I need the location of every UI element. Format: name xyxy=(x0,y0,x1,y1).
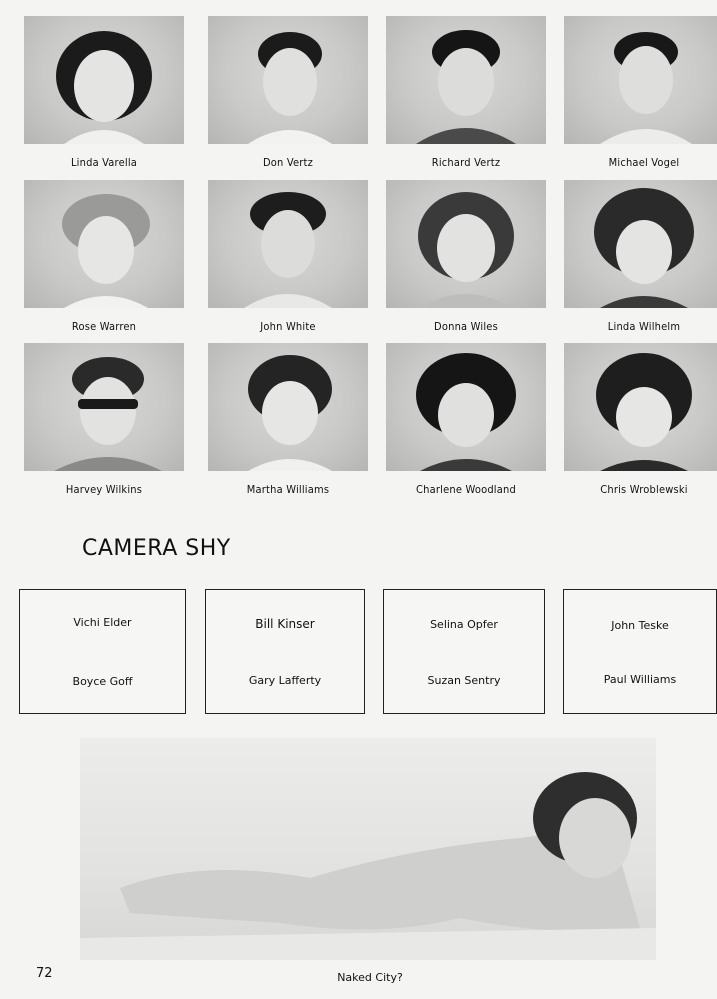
portrait-name: Chris Wroblewski xyxy=(600,483,688,496)
portrait-photo xyxy=(564,343,717,471)
camera-shy-name: Paul Williams xyxy=(603,673,677,686)
camera-shy-heading: CAMERA SHY xyxy=(82,536,231,561)
candid-photo xyxy=(80,738,656,960)
portrait-name: Michael Vogel xyxy=(608,156,680,169)
camera-shy-name: Gary Lafferty xyxy=(248,674,322,687)
portrait-name: Richard Vertz xyxy=(431,156,501,169)
portrait-name: Rose Warren xyxy=(71,320,137,333)
camera-shy-name: John Teske xyxy=(611,619,669,632)
portrait-photo xyxy=(24,343,184,471)
portrait-name: Harvey Wilkins xyxy=(65,483,143,496)
portrait-photo xyxy=(386,180,546,308)
portrait-photo xyxy=(386,16,546,144)
portrait-name: Charlene Woodland xyxy=(416,483,516,496)
portrait-photo xyxy=(24,16,184,144)
portrait-photo xyxy=(564,180,717,308)
portrait-photo xyxy=(208,343,368,471)
camera-shy-name: Suzan Sentry xyxy=(427,674,501,687)
portrait-photo xyxy=(24,180,184,308)
camera-shy-box xyxy=(205,589,365,714)
photo-caption: Naked City? xyxy=(337,971,403,984)
camera-shy-box xyxy=(563,589,717,714)
camera-shy-box xyxy=(19,589,186,714)
portrait-name: Don Vertz xyxy=(262,156,314,169)
portrait-name: Linda Varella xyxy=(70,156,138,169)
portrait-photo xyxy=(208,16,368,144)
portrait-photo xyxy=(208,180,368,308)
portrait-name: Linda Wilhelm xyxy=(607,320,681,333)
camera-shy-name: Boyce Goff xyxy=(72,675,133,688)
portrait-name: John White xyxy=(260,320,316,333)
camera-shy-name: Bill Kinser xyxy=(255,617,315,631)
camera-shy-name: Selina Opfer xyxy=(430,618,498,631)
portrait-photo xyxy=(386,343,546,471)
portrait-name: Martha Williams xyxy=(246,483,330,496)
page-number: 72 xyxy=(36,966,53,981)
camera-shy-name: Vichi Elder xyxy=(73,616,132,629)
portrait-photo xyxy=(564,16,717,144)
portrait-name: Donna Wiles xyxy=(434,320,498,333)
camera-shy-box xyxy=(383,589,545,714)
